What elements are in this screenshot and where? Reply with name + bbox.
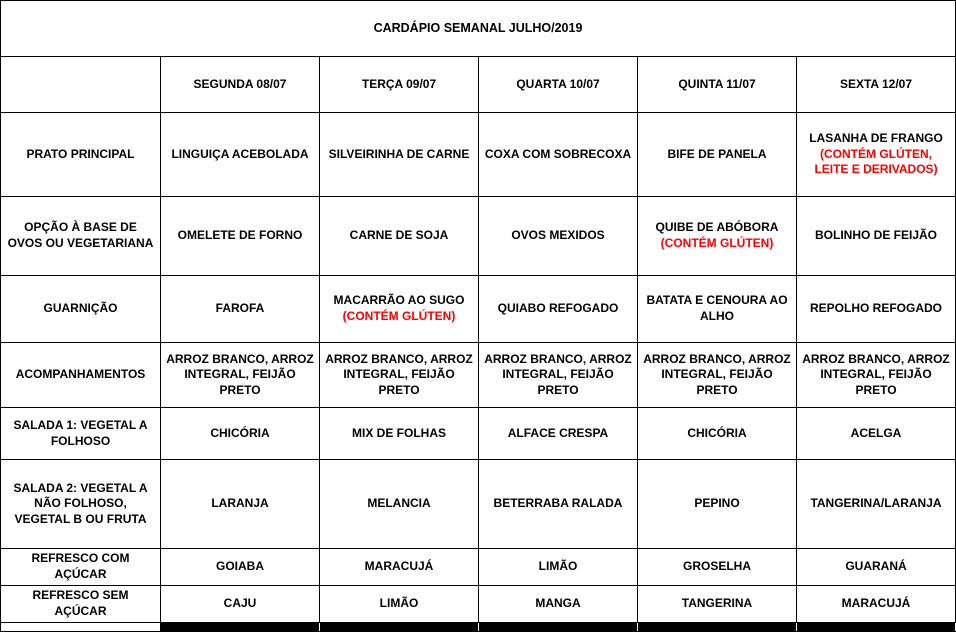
strip-black-cell	[320, 623, 479, 632]
day-header-sexta: SEXTA 12/07	[797, 57, 956, 113]
menu-cell: CHICÓRIA	[161, 408, 320, 460]
menu-cell: BIFE DE PANELA	[638, 113, 797, 197]
menu-cell: ACELGA	[797, 408, 956, 460]
title-row	[1, 1, 956, 57]
row-refresco-com-acucar	[1, 549, 956, 586]
menu-cell: OMELETE DE FORNO	[161, 197, 320, 276]
row-refresco-sem-acucar	[1, 586, 956, 623]
menu-cell: TANGERINA	[638, 586, 797, 623]
corner-empty-cell	[1, 57, 161, 113]
menu-cell: GUARANÁ	[797, 549, 956, 586]
day-header-row	[1, 57, 956, 113]
row-label: REFRESCO SEM AÇÚCAR	[1, 586, 161, 623]
day-header-quarta: QUARTA 10/07	[479, 57, 638, 113]
allergen-note: (CONTÉM GLÚTEN)	[342, 309, 456, 323]
menu-cell: TANGERINA/LARANJA	[797, 460, 956, 549]
menu-cell: BETERRABA RALADA	[479, 460, 638, 549]
row-guarnicao	[1, 276, 956, 343]
row-label: GUARNIÇÃO	[1, 276, 161, 343]
menu-cell: GROSELHA	[638, 549, 797, 586]
menu-cell: ALFACE CRESPA	[479, 408, 638, 460]
menu-cell: REPOLHO REFOGADO	[797, 276, 956, 343]
row-label: ACOMPANHAMENTOS	[1, 343, 161, 408]
menu-cell: ARROZ BRANCO, ARROZ INTEGRAL, FEIJÃO PRETO	[320, 343, 479, 408]
day-header-terca: TERÇA 09/07	[320, 57, 479, 113]
menu-cell: ARROZ BRANCO, ARROZ INTEGRAL, FEIJÃO PRETO	[638, 343, 797, 408]
row-label: SALADA 1: VEGETAL A FOLHOSO	[1, 408, 161, 460]
menu-cell: COXA COM SOBRECOXA	[479, 113, 638, 197]
menu-cell: LINGUIÇA ACEBOLADA	[161, 113, 320, 197]
row-label: OPÇÃO À BASE DE OVOS OU VEGETARIANA	[1, 197, 161, 276]
menu-cell: LIMÃO	[320, 586, 479, 623]
row-label: REFRESCO COM AÇÚCAR	[1, 549, 161, 586]
cropped-next-row-strip	[1, 623, 956, 632]
menu-cell: LASANHA DE FRANGO (CONTÉM GLÚTEN, LEITE E DERIVADOS)	[797, 113, 956, 197]
row-prato-principal	[1, 113, 956, 197]
menu-cell: FAROFA	[161, 276, 320, 343]
menu-cell: ARROZ BRANCO, ARROZ INTEGRAL, FEIJÃO PRETO	[161, 343, 320, 408]
menu-cell: OVOS MEXIDOS	[479, 197, 638, 276]
menu-cell: MELANCIA	[320, 460, 479, 549]
menu-cell: MARACUJÁ	[320, 549, 479, 586]
menu-cell: MARACUJÁ	[797, 586, 956, 623]
menu-cell: LARANJA	[161, 460, 320, 549]
strip-empty-cell	[1, 623, 161, 632]
menu-cell: GOIABA	[161, 549, 320, 586]
page-title: CARDÁPIO SEMANAL JULHO/2019	[1, 1, 956, 57]
menu-cell: ARROZ BRANCO, ARROZ INTEGRAL, FEIJÃO PRETO	[797, 343, 956, 408]
menu-cell: ARROZ BRANCO, ARROZ INTEGRAL, FEIJÃO PRETO	[479, 343, 638, 408]
row-acompanhamentos	[1, 343, 956, 408]
menu-cell: CARNE DE SOJA	[320, 197, 479, 276]
row-salada-1	[1, 408, 956, 460]
menu-cell: LIMÃO	[479, 549, 638, 586]
row-label: PRATO PRINCIPAL	[1, 113, 161, 197]
menu-cell: CHICÓRIA	[638, 408, 797, 460]
menu-cell: MACARRÃO AO SUGO (CONTÉM GLÚTEN)	[320, 276, 479, 343]
menu-cell: SILVEIRINHA DE CARNE	[320, 113, 479, 197]
menu-cell: BATATA E CENOURA AO ALHO	[638, 276, 797, 343]
menu-cell: MANGA	[479, 586, 638, 623]
menu-cell: BOLINHO DE FEIJÃO	[797, 197, 956, 276]
allergen-note: (CONTÉM GLÚTEN, LEITE E DERIVADOS)	[814, 146, 938, 177]
strip-black-cell	[797, 623, 956, 632]
row-salada-2	[1, 460, 956, 549]
row-label: SALADA 2: VEGETAL A NÃO FOLHOSO, VEGETAL B OU FRUTA	[1, 460, 161, 549]
menu-cell: QUIABO REFOGADO	[479, 276, 638, 343]
strip-black-cell	[638, 623, 797, 632]
allergen-note: (CONTÉM GLÚTEN)	[660, 236, 774, 250]
day-header-quinta: QUINTA 11/07	[638, 57, 797, 113]
day-header-segunda: SEGUNDA 08/07	[161, 57, 320, 113]
strip-black-cell	[479, 623, 638, 632]
strip-black-cell	[161, 623, 320, 632]
menu-cell: QUIBE DE ABÓBORA (CONTÉM GLÚTEN)	[638, 197, 797, 276]
menu-cell: MIX DE FOLHAS	[320, 408, 479, 460]
menu-cell: CAJU	[161, 586, 320, 623]
menu-cell: PEPINO	[638, 460, 797, 549]
row-opcao-ovos-vegetariana	[1, 197, 956, 276]
